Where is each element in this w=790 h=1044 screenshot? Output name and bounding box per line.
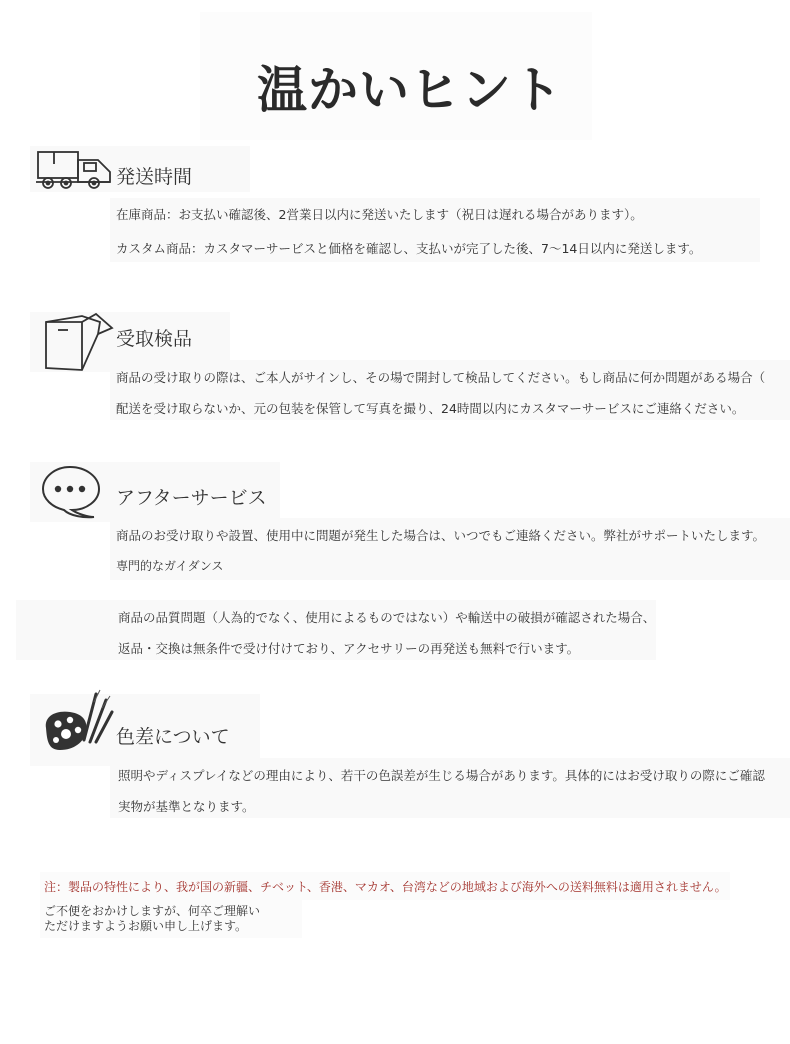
after-service-line-3: 商品の品質問題（人為的でなく、使用によるものではない）や輸送中の破損が確認された場合、 xyxy=(118,610,656,625)
inspection-line-1: 商品の受け取りの際は、ご本人がサインし、その場で開封して検品してください。もし商品に何か問題がある場合（ xyxy=(116,370,766,385)
after-service-line-4: 返品・交換は無条件で受け付けており、アクセサリーの再発送も無料で行います。 xyxy=(118,641,580,656)
color-line-2: 実物が基準となります。 xyxy=(118,799,255,814)
truck-icon xyxy=(34,148,114,192)
box-icon xyxy=(40,310,116,376)
shipping-line-2: カスタム商品：カスタマーサービスと価格を確認し、支払いが完了した後、7～14日以内に発送します。 xyxy=(116,241,702,256)
color-heading: 色差について xyxy=(116,726,230,748)
after-service-heading: アフターサービス xyxy=(116,487,267,509)
after-service-line-2: 専門的なガイダンス xyxy=(116,559,224,573)
color-line-1: 照明やディスプレイなどの理由により、若干の色誤差が生じる場合があります。具体的にはお受け取りの際にご確認 xyxy=(118,768,765,783)
shipping-exclusion-note: 注：製品の特性により、我が国の新疆、チベット、香港、マカオ、台湾などの地域および海外への送料無料は適用されません。 xyxy=(44,880,727,894)
page-title: 温かいヒント xyxy=(257,61,563,119)
after-service-line-1: 商品のお受け取りや設置、使用中に問題が発生した場合は、いつでもご連絡ください。弊社がサポートいたします。 xyxy=(116,528,766,543)
inspection-line-2: 配送を受け取らないか、元の包装を保管して写真を撮り、24時間以内にカスタマーサービスにご連絡ください。 xyxy=(116,401,745,416)
apology-note xyxy=(44,904,260,934)
speech-bubble-icon xyxy=(40,464,104,520)
apology-line-2: ただけますようお願い申し上げます。 xyxy=(44,919,248,933)
shipping-heading: 発送時間 xyxy=(116,166,193,188)
inspection-heading: 受取検品 xyxy=(116,328,193,350)
apology-line-1: ご不便をおかけしますが、何卒ご理解い xyxy=(44,904,261,918)
palette-icon xyxy=(40,688,116,758)
shipping-line-1: 在庫商品：お支払い確認後、2営業日以内に発送いたします（祝日は遅れる場合があります）。 xyxy=(116,207,643,222)
